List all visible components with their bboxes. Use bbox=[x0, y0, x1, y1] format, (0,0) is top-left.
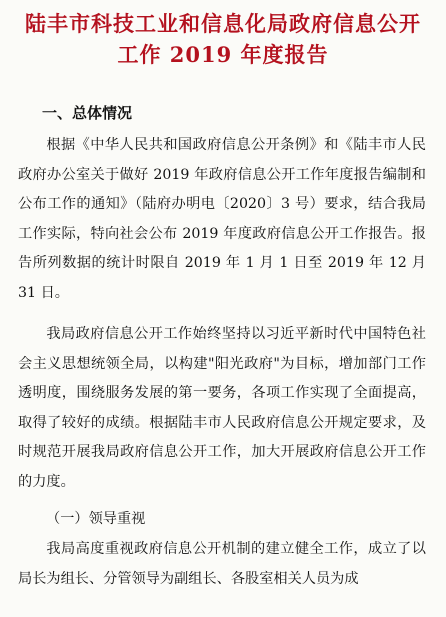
report-title-line-2: 工作 2019 年度报告 bbox=[117, 42, 329, 67]
paragraph-principles: 我局政府信息公开工作始终坚持以习近平新时代中国特色社会主义思想统领全局，以构建"阳光政府"为目标，增加部门工作透明度，围绕服务发展的第一要务，各项工作实现了全面提高，取得了较好的成绩。根据陆丰市人民政府信息公开规定要求，及时规范开展我局政府信息公开工作，加大开展政府信息公开工作的力度。 bbox=[18, 326, 426, 490]
subsection-heading-leadership: （一）领导重视 bbox=[46, 511, 146, 527]
report-title-line-1: 陆丰市科技工业和信息化局政府信息公开 bbox=[25, 11, 421, 36]
section-heading-overview: 一、总体情况 bbox=[42, 104, 133, 122]
paragraph-basis: 根据《中华人民共和国政府信息公开条例》和《陆丰市人民政府办公室关于做好 2019 年政府信息公开工作年度报告编制和公布工作的通知》（陆府办明电〔2020〕3 号）要求，结合我局工作实际，特向社会公布 2019 年度政府信息公开工作报告。报告所列数据的统计时限自 2019 年 1 月 1 日至 2019 年 12 月 31 日。 bbox=[18, 137, 426, 301]
paragraph-leadership: 我局高度重视政府信息公开机制的建立健全工作，成立了以局长为组长、分管领导为副组长、各股室相关人员为成 bbox=[18, 541, 426, 587]
